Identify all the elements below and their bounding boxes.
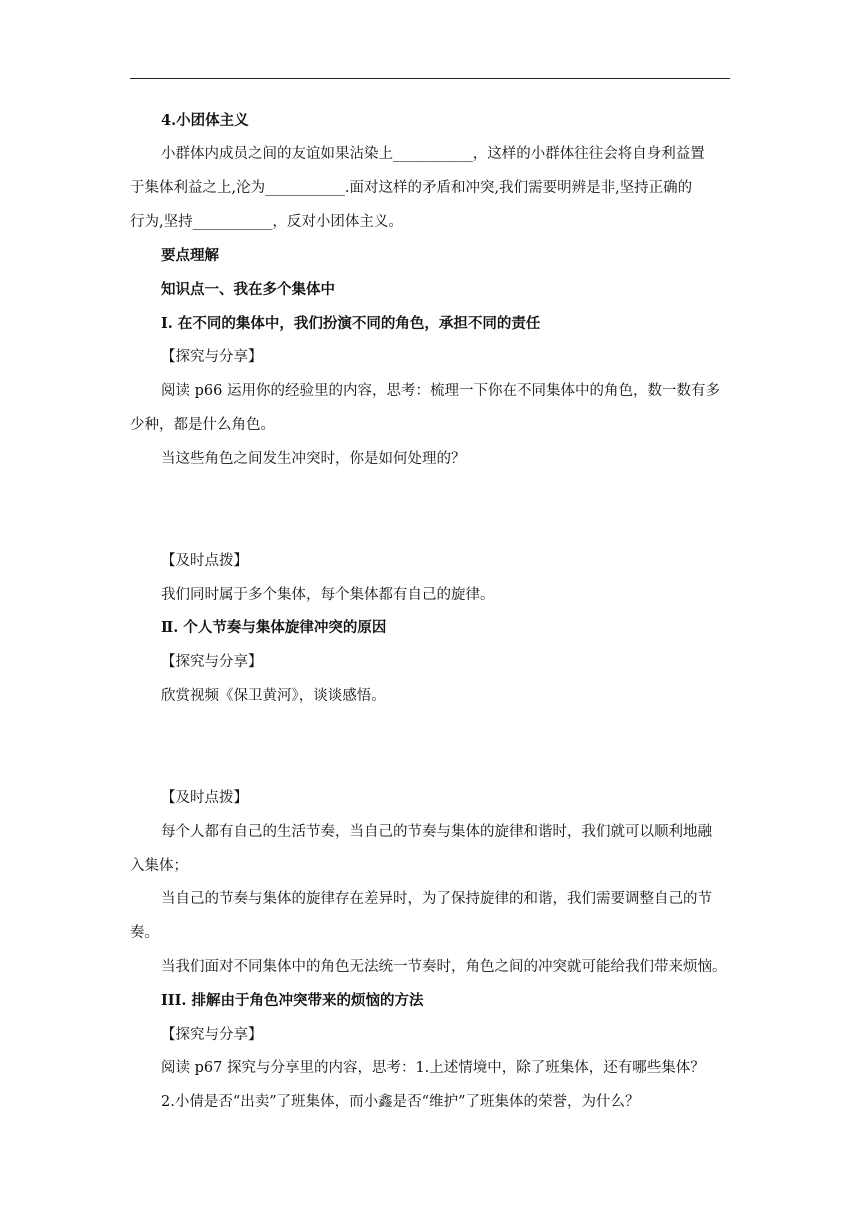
bracket-label: 【探究与分享】 xyxy=(161,654,263,670)
bracket-label: 【探究与分享】 xyxy=(161,349,263,365)
paragraph-line: 阅读 p66 运用你的经验里的内容，思考：梳理一下你在不同集体中的角色，数一数有多 xyxy=(161,383,720,399)
paragraph-line: 阅读 p67 探究与分享里的内容，思考：1.上述情境中，除了班集体，还有哪些集体？ xyxy=(161,1060,705,1076)
header-rule xyxy=(130,78,730,79)
section-heading: 4.小团体主义 xyxy=(161,112,249,129)
bracket-label: 【探究与分享】 xyxy=(161,1027,263,1043)
paragraph-line: 当这些角色之间发生冲突时，你是如何处理的？ xyxy=(161,451,466,467)
subsection-heading: Ⅱ. 个人节奏与集体旋律冲突的原因 xyxy=(161,619,387,636)
paragraph-line: 欣赏视频《保卫黄河》，谈谈感悟。 xyxy=(161,688,386,704)
paragraph-line: 当自己的节奏与集体的旋律存在差异时，为了保持旋律的和谐，我们需要调整自己的节 xyxy=(161,891,712,907)
section-heading: 要点理解 xyxy=(161,247,219,264)
paragraph-line: 于集体利益之上,沦为___________.面对这样的矛盾和冲突,我们需要明辨是非,坚持正确的 xyxy=(130,180,693,196)
bracket-label: 【及时点拨】 xyxy=(161,790,248,806)
paragraph-line: 入集体； xyxy=(130,858,188,874)
paragraph-line: 少种，都是什么角色。 xyxy=(130,417,275,433)
paragraph-line: 每个人都有自己的生活节奏，当自己的节奏与集体的旋律和谐时，我们就可以顺利地融 xyxy=(161,824,712,840)
section-heading: 知识点一、我在多个集体中 xyxy=(161,281,335,298)
subsection-heading: III. 排解由于角色冲突带来的烦恼的方法 xyxy=(161,992,424,1009)
paragraph-line: 2.小倩是否“出卖”了班集体，而小鑫是否“维护”了班集体的荣誉，为什么？ xyxy=(161,1094,640,1110)
paragraph-line: 行为,坚持___________，反对小团体主义。 xyxy=(130,214,403,230)
paragraph-line: 当我们面对不同集体中的角色无法统一节奏时，角色之间的冲突就可能给我们带来烦恼。 xyxy=(161,959,727,975)
paragraph-line: 我们同时属于多个集体，每个集体都有自己的旋律。 xyxy=(161,587,495,603)
subsection-heading: Ⅰ. 在不同的集体中，我们扮演不同的角色，承担不同的责任 xyxy=(161,315,541,332)
paragraph-line: 小群体内成员之间的友谊如果沾染上___________，这样的小群体往往会将自身利益置 xyxy=(161,146,705,162)
bracket-label: 【及时点拨】 xyxy=(161,553,248,569)
paragraph-line: 奏。 xyxy=(130,925,159,941)
